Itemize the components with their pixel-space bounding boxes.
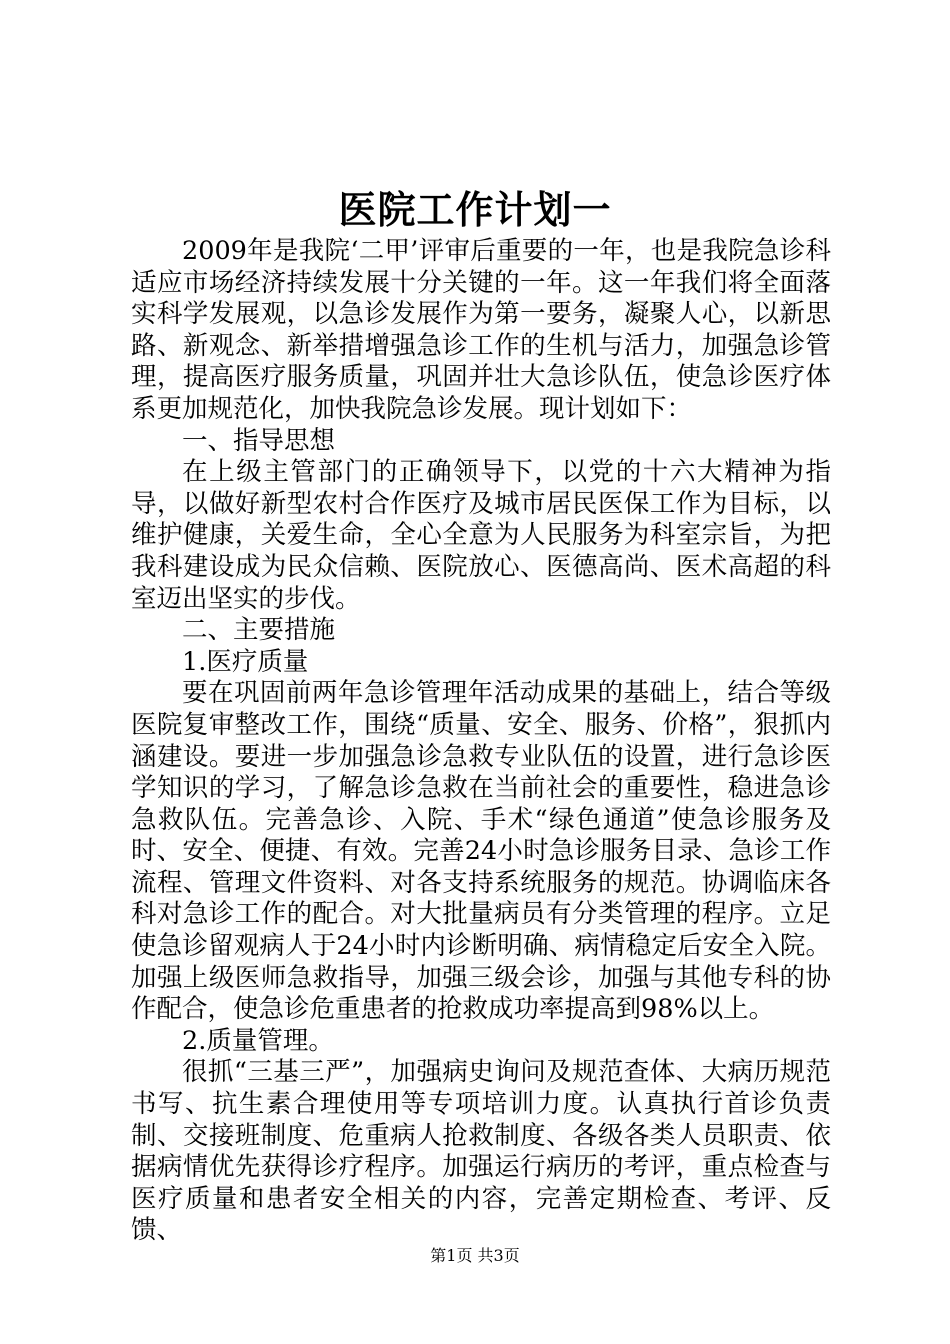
intro-paragraph: 2009年是我院‘二甲’评审后重要的一年，也是我院急诊科适应市场经济持续发展十分关键的一年。这一年我们将全面落实科学发展观，以急诊发展作为第一要务，凝聚人心，以新思路、新观念、新举措增强急诊工作的生机与活力，加强急诊管理，提高医疗服务质量，巩固并壮大急诊队伍，使急诊医疗体系更加规范化，加快我院急诊发展。现计划如下： [131,236,831,424]
document-body [131,236,831,1247]
subheading-quality-management: 2.质量管理。 [182,1025,334,1056]
section-heading-guiding-ideology: 一、指导思想 [182,425,336,456]
section-heading-main-measures: 二、主要措施 [182,615,336,646]
quality-management-paragraph: 很抓“三基三严”，加强病史询问及规范查体、大病历规范书写、抗生素合理使用等专项培训力度。认真执行首诊负责制、交接班制度、危重病人抢救制度、各级各类人员职责、依据病情优先获得诊疗程序。加强运行病历的考评，重点检查与医疗质量和患者安全相关的内容，完善定期检查、考评、反馈、 [131,1057,831,1246]
subheading-medical-quality: 1.医疗质量 [182,646,309,677]
medical-quality-paragraph: 要在巩固前两年急诊管理年活动成果的基础上，结合等级医院复审整改工作，围绕“质量、安全、服务、价格”，狠抓内涵建设。要进一步加强急诊急救专业队伍的设置，进行急诊医学知识的学习，了解急诊急救在当前社会的重要性，稳进急诊急救队伍。完善急诊、入院、手术“绿色通道”使急诊服务及时、安全、便捷、有效。完善24小时急诊服务目录、急诊工作流程、管理文件资料、对各支持系统服务的规范。协调临床各科对急诊工作的配合。对大批量病员有分类管理的程序。立足使急诊留观病人于24小时内诊断明确、病情稳定后安全入院。加强上级医师急救指导，加强三级会诊，加强与其他专科的协作配合，使急诊危重患者的抢救成功率提高到98%以上。 [131,678,831,1025]
guiding-ideology-paragraph: 在上级主管部门的正确领导下，以党的十六大精神为指导，以做好新型农村合作医疗及城市居民医保工作为目标，以维护健康，关爱生命，全心全意为人民服务为科室宗旨，为把我科建设成为民众信赖、医院放心、医德高尚、医术高超的科室迈出坚实的步伐。 [131,457,831,614]
document-title: 医院工作计划一 [338,187,612,232]
page-footer: 第1页 共3页 [430,1246,520,1265]
